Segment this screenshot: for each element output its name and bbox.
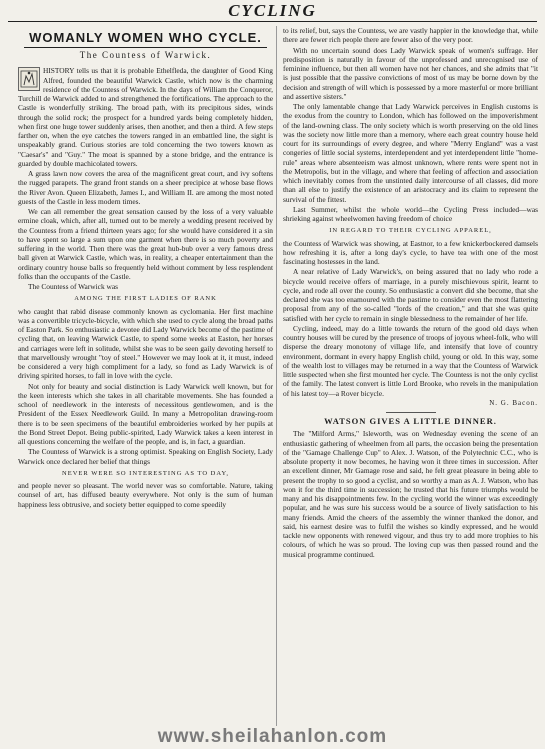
paragraph: The Countess of Warwick is a strong optimist. Speaking on English Society, Lady Warwick once declared her belief that things [18,447,273,466]
paragraph: who caught that rabid disease commonly known as cyclomania. Her first machine was a convertible tricycle-bicycle, with which she used to cycle along the broad paths of Easton Park. So enthusiastic a devotee did Lady Warwick become of the pastime of cycling that, on leaving Warwick Castle, to spend some weeks at Easton, her horses and carriages were left in solitude, whilst she was to be seen gaily devoting herself to that marvellously wrought "toy of steel." However we may look at it, it must, indeed be considered a very high compliment for a lady, so fond as Lady Warwick is of driving spirited horses, to fall in love with the cycle. [18,306,273,381]
article-subtitle: The Countess of Warwick. [79,50,212,60]
paragraph: to its relief, but, says the Countess, we are vastly happier in the knowledge that, while there are fewer rich people there are fewer also of the very poor. [283,26,538,45]
website-watermark: www.sheilahanlon.com [157,726,388,747]
article-title: WOMANLY WOMEN WHO CYCLE. [29,30,262,45]
section-heading: AMONG THE FIRST LADIES OF RANK [74,295,217,303]
paragraph: The "Milford Arms," Isleworth, was on Wednesday evening the scene of an enthusiastic gathering of wheelmen from all parts, the occasion being the presentation of the "Gamage Challenge Cup" to Alex. J. Watson, of the Polytechnic C.C., who is absolute property it now becomes, he having won it three times in succession. After an excellent dinner, Mr Gamage rose and said, he felt great pleasure in being able to present the trophy to so good a cyclist, and so worthy a man as A. J. Watson, who has won it for the third time in succession; he trusted that his future triumphs would be many and his disappointments few. In the cycling world the winner was exceedingly popular, and he was sure his success would be a source of lively satisfaction to his many friends. Amid the cheers of the assembly the winner thanked the donor, and said, his earnest desire was to fulfil the wishes so kindly expressed, and he would tackle new opponents with renewed vigour, and thus try to add more trophies to his colours, of which he was so proud. The loving cup was then passed round and the musical programme continued. [283,429,538,559]
section-heading: IN REGARD TO THEIR CYCLING APPAREL, [329,227,492,235]
paragraph: HISTORY tells us that it is probable Ethelfleda, the daughter of Good King Alfred, founded the beautiful Warwick Castle, which now is the charming residence of the Countess of Warwick. In the days of William the Conqueror, Turchill de Warwick added to and strengthened the fortifications. The approach to the Castle is wonderfully striking. The broad path, with its precipitous sides, winds through the solid rock; the prospect for a hundred yards being completely hidden, when first one huge tower suddenly arises, then another, and then a third. A few steps farther on, when the eye catches the towers ranged in an embattled line, the sight is unspeakably grand. Curious stories are told concerning the two towers known as "Caesar's" and "Guy." The moat is spanned by a stone bridge, and the entrance is guarded by double machicolated towers. [18,66,273,168]
paragraph: We can all remember the great sensation caused by the loss of a very valuable ermine cloak, which, after all, turned out to be merely a wedding present received by the Countess from a friend thirteen years ago; for she would have considered it a sin to have spent so large a sum upon one garment when there is so much poverty and suffering in the world. Then there was the great hub-bub over a very famous dress ball given at Warwick Castle, which was, in reality, a cheaper entertainment than the ordinary country house balls so frequently held without comment by less resplendent folks than the occupants of the Castle. [18,207,273,281]
section-heading: WATSON GIVES A LITTLE DINNER. [324,416,497,426]
author-signature: N. G. Bacon. [489,398,538,407]
right-column [283,26,538,716]
column-divider [276,26,277,726]
section-heading: NEVER WERE SO INTERESTING AS TO DAY, [62,469,229,477]
paragraph: and people never so pleasant. The world never was so comfortable. Nature, taking counsel of art, has diffused beauty everywhere. Not only is the sum of human happiness less obtrusive, and society better equipped to come speedily [18,481,273,509]
paragraph: Last Summer, whilst the whole world—the Cycling Press included—was shrieking against wheelwomen having freedom of choice [283,204,538,223]
paragraph: the Countess of Warwick was showing, at Eastnor, to a few knickerbockered damsels how refreshing it is, after a long day's cycle, to have tea with one of the most fascinating hostesses in the land. [283,238,538,266]
header-rule [8,21,537,22]
running-title: CYCLING [228,1,317,20]
section-rule [386,412,436,413]
paragraph: A near relative of Lady Warwick's, on being assured that no lady who rode a bicycle would receive offers of marriage, in a purely mischievous spirit, learnt to cycle, and rode all over the county. So enthusiastic a convert did she become, that she declared she was too enamoured with the pastime to consider even the most flattering proposal from any of the so-called "lords of the creation," and that she was quite satisfied with her cycle to remain in single blessedness to the remainder of her life. [283,267,538,323]
paragraph: With no uncertain sound does Lady Warwick speak of women's suffrage. Her predisposition is naturally in favour of the unprofessed and unrecognised use of feminine influence, but then all women have not her chances, and she admits that "it is just possible that the passive convictions of most of us may be borne down by the decision and strength of will which is possessed by a more masterful or more brilliant and assertive sisters." [283,45,538,101]
paragraph: Cycling, indeed, may do a little towards the return of the good old days when country houses will be cured by the presence of troops of joyous wheel-folk, who will disperse the dreary monotony of village life, and intensify that love of country environment, dormant in every happy English child, young or old. In this way, some of the wealth lost to villages may be returned in a way that the Countess of Warwick little suspected when she first mounted her cycle. The Countess is not the only cyclist of the family. The latest convert is little Lord Brooke, who revels in the manipulation of his latest toy—a Rover bicycle. [283,323,538,398]
paragraph: Not only for beauty and social distinction is Lady Warwick well known, but for the keen interests which she takes in all charitable movements. She has founded a school of needlework in the interests of necessitous gentlewomen, and is the President of the Essex Needlework Guild. In many a Metropolitan drawing-room there is to be seen specimens of the beautiful embroideries worked by her pupils at the Bond Street Depot. Being public-spirited, Lady Warwick takes a keen interest in all questions concerning the welfare of the people, and is, in fact, a guardian. [18,381,273,446]
dropcap-illustration [18,67,40,91]
paragraph: The only lamentable change that Lady Warwick perceives in English customs is the exodus from the country to London, which has followed on the impoverishment of the land-owning class. The only society which is worth preserving on the old lines was the society now little more than a memory, where each great country house held court for its surroundings of every degree, and where "Merry England" was a vast congeries of little social systems, interdependent and yet interdependent little "home-rule" areas where absenteeism was almost unknown, where rents were spent not in the Metropolis, but in the village, and where that feeling of affection and association which inevitably comes from the unstinted daily intercourse of all classes, did more than all else to justify the existence of an aristocracy and its claim to represent the survival of the fittest. [283,102,538,204]
title-rule [24,47,267,48]
paragraph: The Countess of Warwick was [28,282,118,291]
paragraph: A grass lawn now covers the area of the magnificent great court, and ivy softens the rugged parapets. The grand front stands on a sheer precipice at whose base flows the River Avon. Queen Elizabeth, James I., and William II. are among the most noted guests of the Castle in less modern times. [18,169,273,206]
left-column [18,26,273,726]
